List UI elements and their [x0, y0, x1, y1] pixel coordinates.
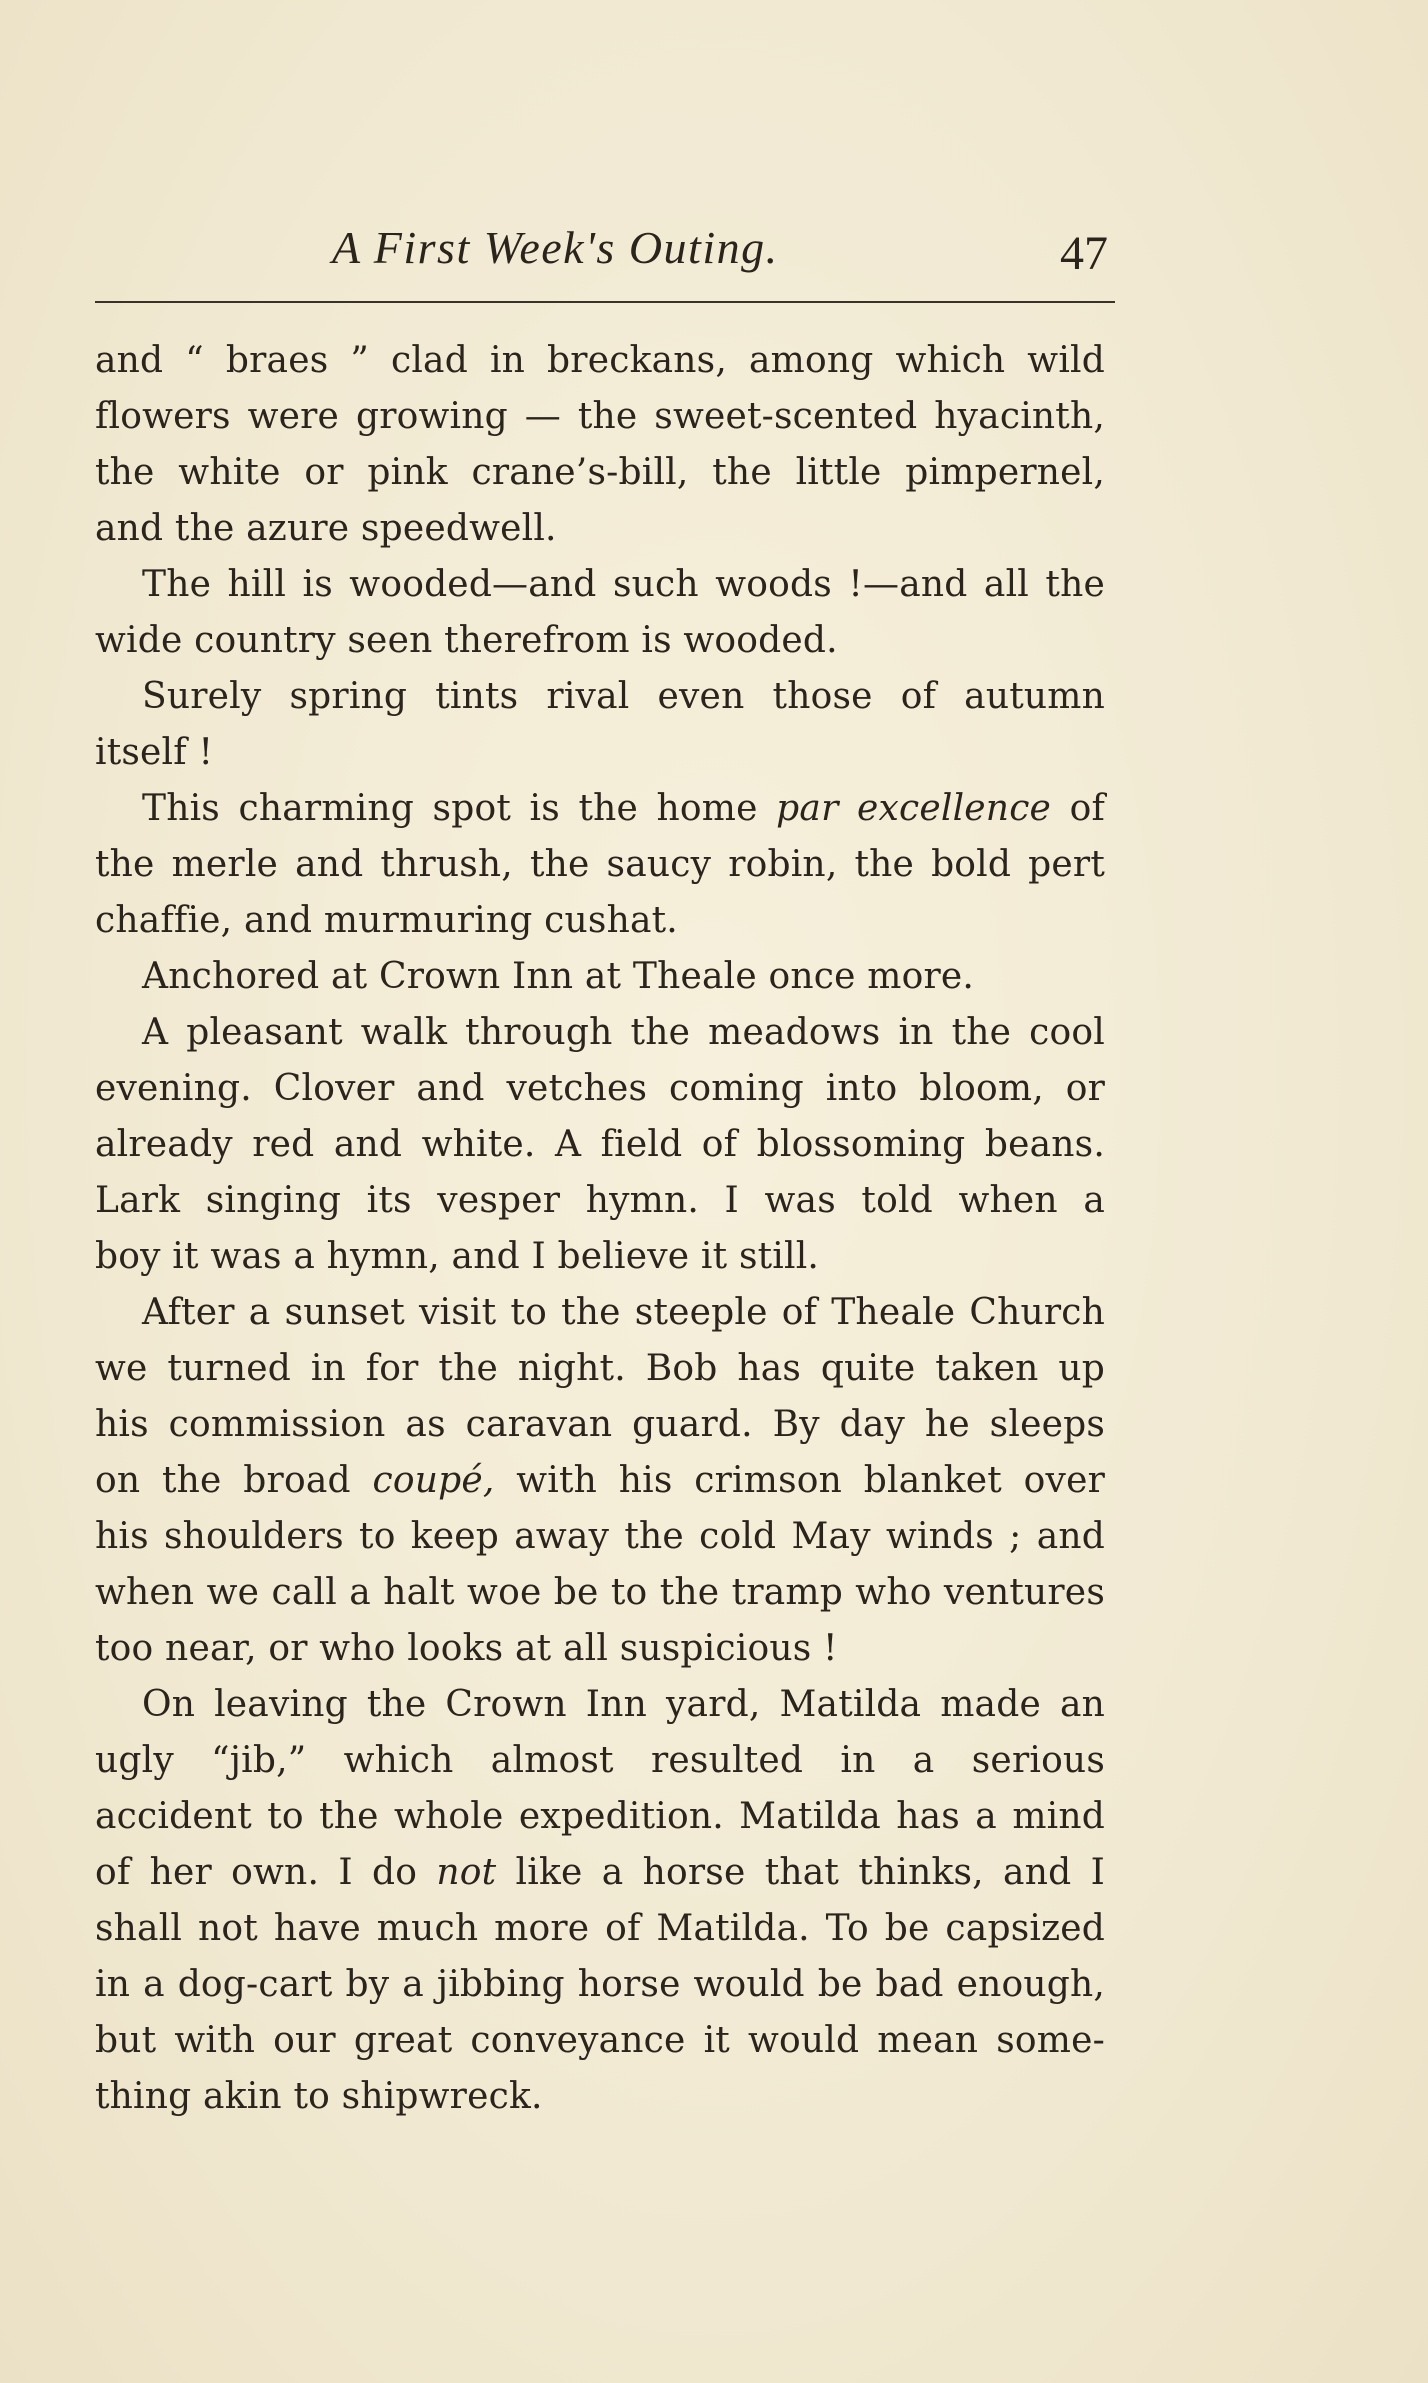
text-line: A pleasant walk through the meadows in the cool [142, 1012, 1105, 1053]
text-line: and the azure speedwell. [95, 508, 557, 549]
text-line: and “ braes ” clad in breckans, among which wild [95, 340, 1105, 381]
text-line: his shoulders to keep away the cold May winds ; and [95, 1516, 1105, 1557]
text-line: on the broad coupé, with his crimson blanket over [95, 1460, 1105, 1501]
text-line: we turned in for the night. Bob has quite taken up [95, 1348, 1105, 1389]
text-line: chaffie, and murmuring cushat. [95, 900, 678, 941]
text-line: the merle and thrush, the saucy robin, the bold pert [95, 844, 1105, 885]
text-line: Lark singing its vesper hymn. I was told when a [95, 1180, 1105, 1221]
text-line: After a sunset visit to the steeple of Theale Church [142, 1292, 1105, 1333]
text-line: his commission as caravan guard. By day he sleeps [95, 1404, 1105, 1445]
text-line: shall not have much more of Matilda. To be capsized [95, 1908, 1105, 1949]
text-line: the white or pink crane’s-bill, the little pimpernel, [95, 452, 1105, 493]
header-rule [95, 301, 1115, 303]
text-line: thing akin to shipwreck. [95, 2076, 543, 2117]
text-line: in a dog-cart by a jibbing horse would be bad enough, [95, 1964, 1105, 2005]
text-line: The hill is wooded—and such woods !—and all the [142, 564, 1105, 605]
text-line: flowers were growing — the sweet-scented hyacinth, [95, 396, 1105, 437]
text-line: but with our great conveyance it would mean some- [95, 2020, 1105, 2061]
body-text [95, 333, 1105, 2125]
text-line: Anchored at Crown Inn at Theale once more. [142, 956, 975, 997]
text-line: Surely spring tints rival even those of autumn [142, 676, 1105, 717]
text-line: wide country seen therefrom is wooded. [95, 620, 838, 661]
text-line: This charming spot is the home par excellence of [142, 788, 1105, 829]
italic-phrase: not [436, 1852, 497, 1893]
text-line: accident to the whole expedition. Matilda has a mind [95, 1796, 1105, 1837]
text-line: boy it was a hymn, and I believe it still. [95, 1236, 820, 1277]
text-line: ugly “jib,” which almost resulted in a serious [95, 1740, 1105, 1781]
text-line: evening. Clover and vetches coming into bloom, or [95, 1068, 1105, 1109]
text-line: when we call a halt woe be to the tramp who ventures [95, 1572, 1105, 1613]
text-line: too near, or who looks at all suspicious ! [95, 1628, 838, 1669]
text-line: already red and white. A field of blossoming beans. [95, 1124, 1105, 1165]
text-line: On leaving the Crown Inn yard, Matilda made an [142, 1684, 1105, 1725]
text-line: itself ! [95, 732, 214, 773]
text-line: of her own. I do not like a horse that thinks, and I [95, 1852, 1106, 1893]
italic-phrase: coupé, [372, 1460, 495, 1501]
running-title: A First Week's Outing. [332, 222, 779, 273]
page-number: 47 [1060, 227, 1108, 280]
italic-phrase: par excellence [776, 788, 1052, 829]
page-header [95, 218, 1115, 288]
